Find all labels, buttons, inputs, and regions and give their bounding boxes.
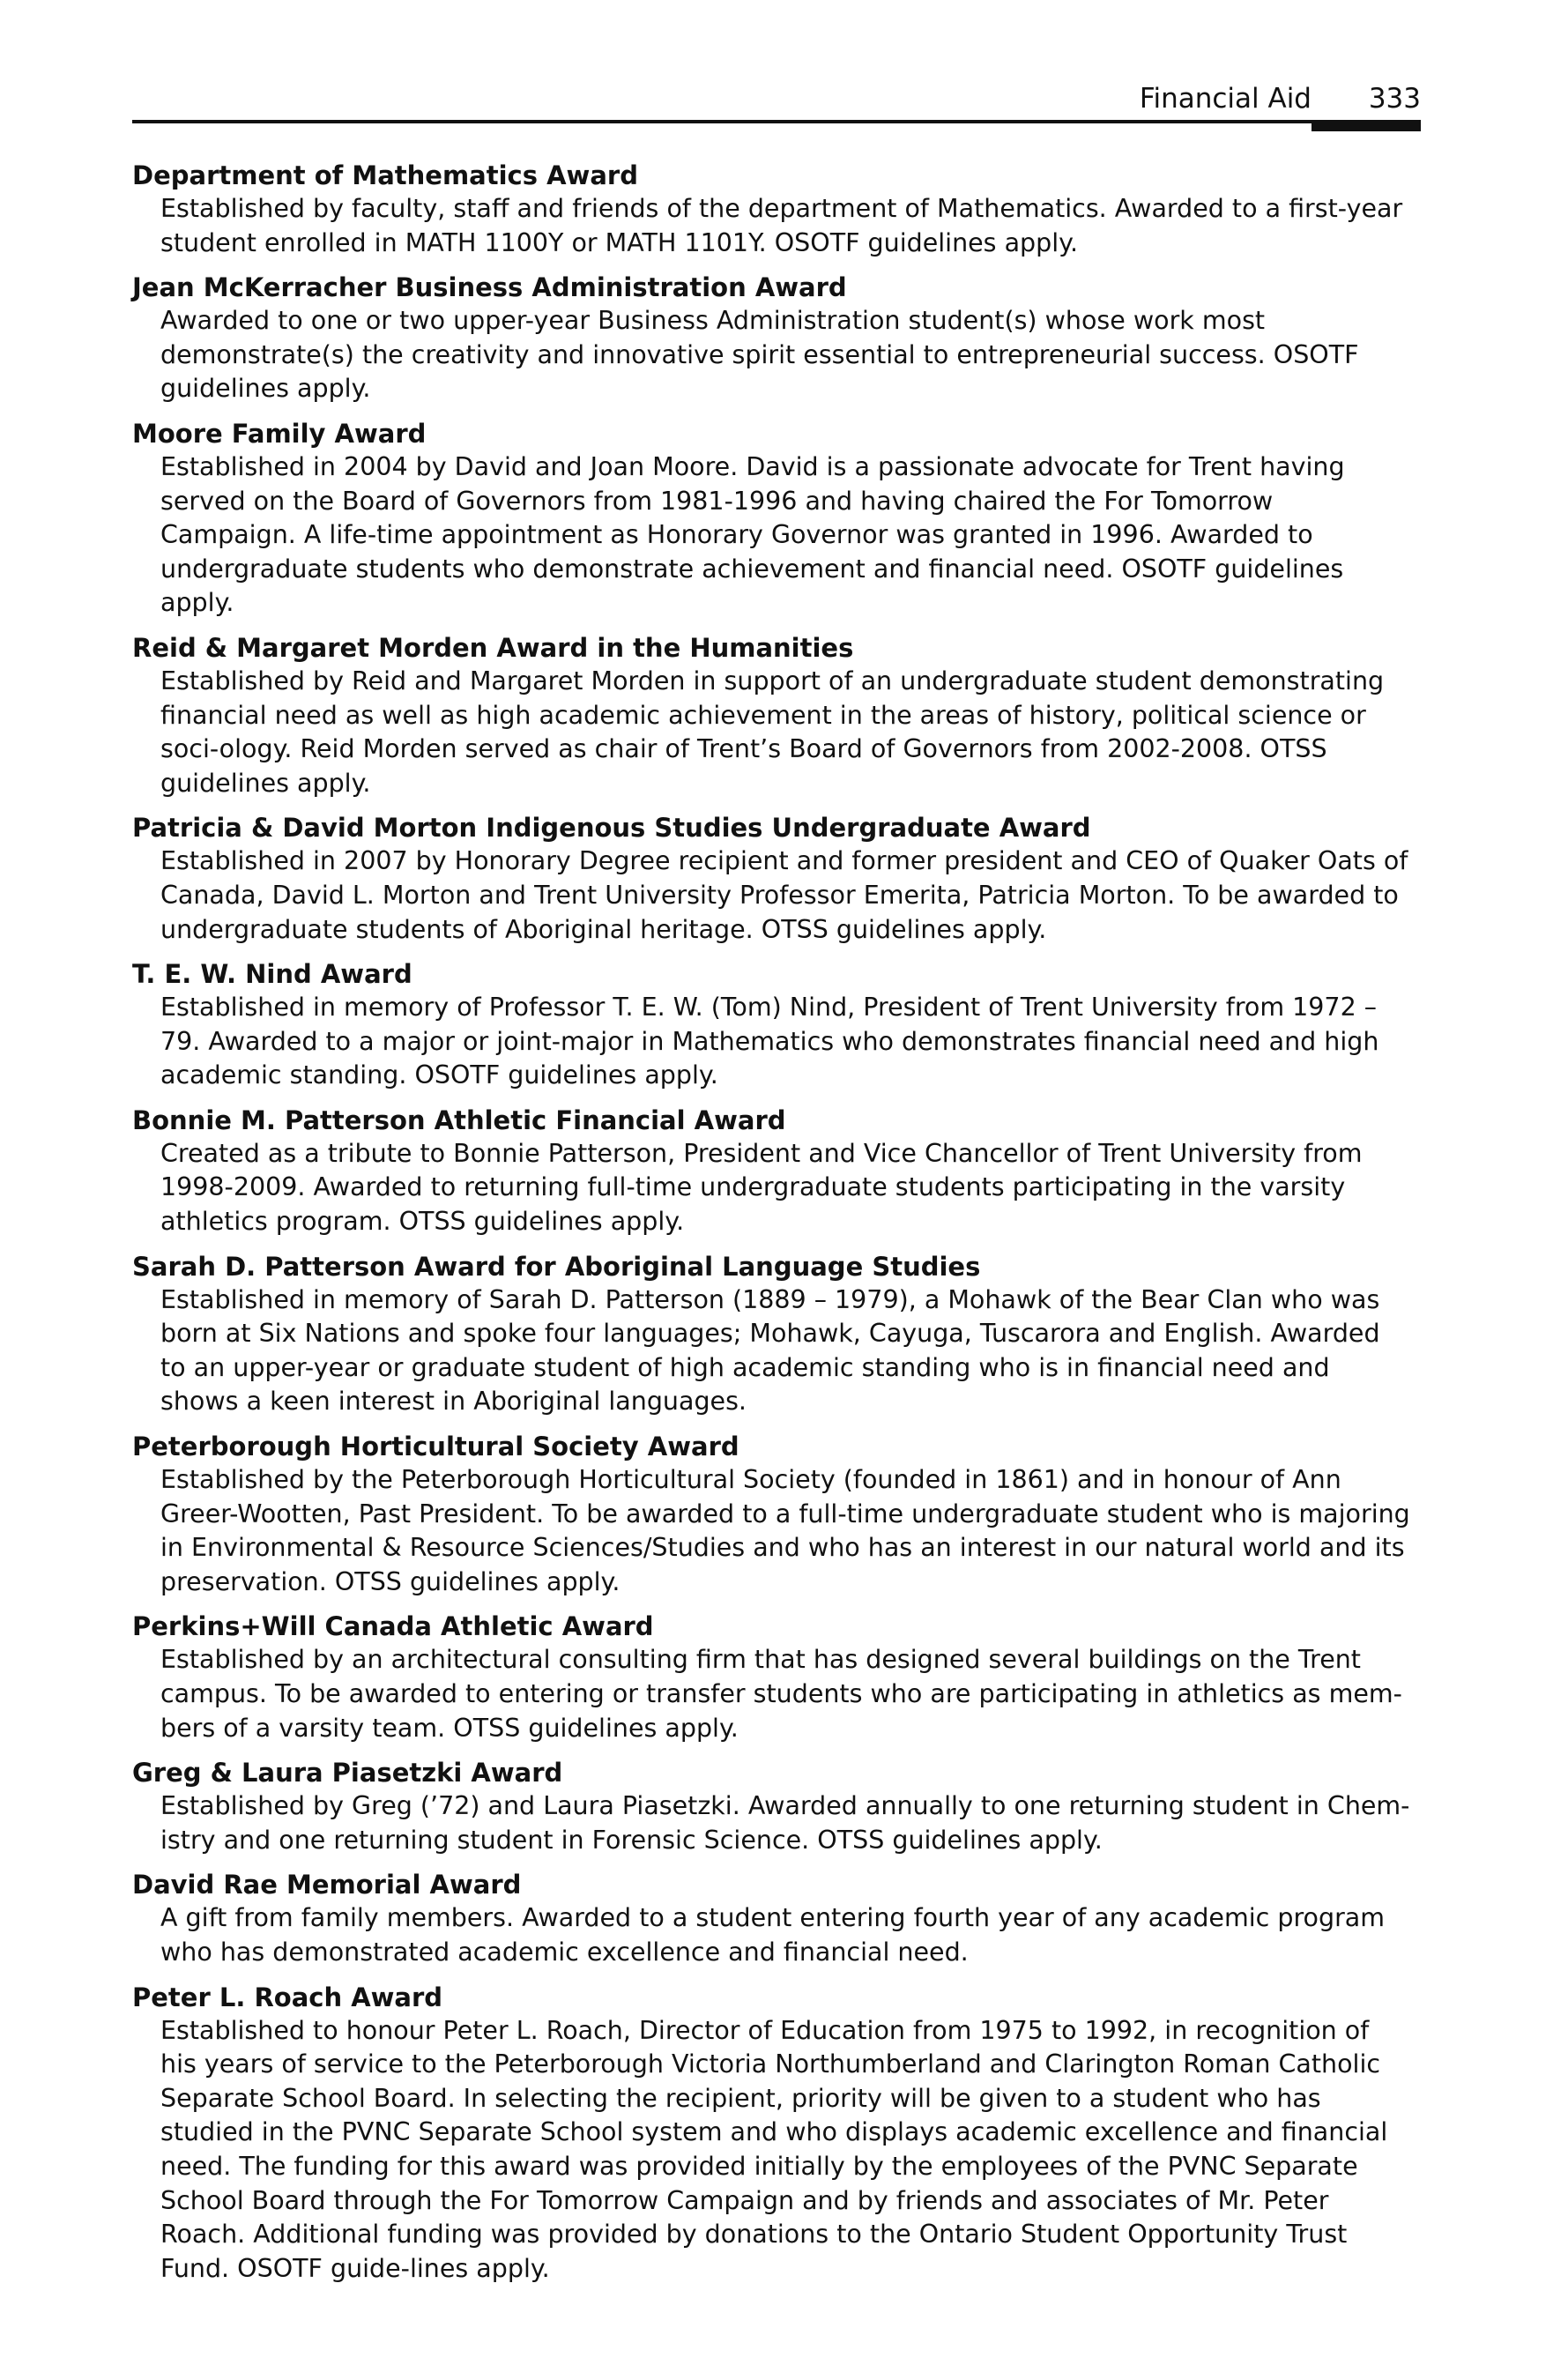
award-entry — [132, 1250, 1421, 1419]
award-name: Department of Mathematics Award — [132, 160, 638, 190]
award-name: Patricia & David Morton Indigenous Studies Undergraduate Award — [132, 813, 1091, 844]
award-description: Established to honour Peter L. Roach, Director of Education from 1975 to 1992, in recognition of his years of service to the Peterborough Victoria Northumberland and Clarington Roman Catholic Separate School Board. In selecting the recipient, priority will be given to a student who has studied in the PVNC Separate School system and who displays academic excellence and financial need. The funding for this award was provided initially by the employees of the PVNC Separate School Board through the For Tomorrow Campaign and by friends and associates of Mr. Peter Roach. Additional funding was provided by donations to the Ontario Student Opportunity Trust Fund. OSOTF guide-lines apply. — [160, 2015, 1388, 2283]
award-entry — [132, 1430, 1421, 1599]
page-number: 333 — [1368, 83, 1421, 115]
award-name: Reid & Margaret Morden Award in the Humanities — [132, 632, 854, 663]
award-entry — [132, 957, 1421, 1093]
section-title: Financial Aid — [1139, 83, 1312, 115]
running-header — [1140, 81, 1421, 116]
award-entry — [132, 1104, 1421, 1239]
page-header — [132, 81, 1421, 134]
award-entry — [132, 1610, 1421, 1745]
award-description: Awarded to one or two upper-year Business Administration student(s) whose work most demonstrate(s) the creativity and innovative spirit essential to entrepreneurial success. OSOTF guidelines apply. — [160, 306, 1359, 404]
award-entry — [132, 1981, 1421, 2287]
award-description: Established by Reid and Margaret Morden in support of an undergraduate student demonstrating financial need as well as high academic achievement in the areas of history, political science or soci-ology. Reid Morden served as chair of Trent’s Board of Governors from 2002-2008. OTSS guidelines apply. — [160, 666, 1385, 798]
award-entry — [132, 159, 1421, 260]
header-rule — [132, 120, 1421, 123]
award-name: Sarah D. Patterson Award for Aboriginal Language Studies — [132, 1251, 981, 1282]
award-entry — [132, 811, 1421, 947]
award-description: Established by an architectural consulting firm that has designed several buildings on the Trent campus. To be awarded to entering or transfer students who are participating in athletics as mem-bers of a varsity team. OTSS guidelines apply. — [160, 1645, 1402, 1743]
award-name: T. E. W. Nind Award — [132, 959, 412, 990]
award-description: Established in memory of Sarah D. Patterson (1889 – 1979), a Mohawk of the Bear Clan who was born at Six Nations and spoke four languages; Mohawk, Cayuga, Tuscarora and English. Awarded to an upper-year or graduate student of high academic standing who is in financial need and shows a keen interest in Aboriginal languages. — [160, 1284, 1380, 1417]
award-name: Peter L. Roach Award — [132, 1982, 443, 2012]
award-entry — [132, 631, 1421, 800]
award-entry — [132, 1868, 1421, 1969]
award-entry — [132, 417, 1421, 621]
award-description: Established by the Peterborough Horticultural Society (founded in 1861) and in honour of Ann Greer-Wootten, Past President. To be awarded to a full-time undergraduate student who is majoring in Environmental & Resource Sciences/Studies and who has an interest in our natural world and its preservation. OTSS guidelines apply. — [160, 1465, 1410, 1596]
award-description: Established in 2007 by Honorary Degree recipient and former president and CEO of Quaker Oats of Canada, David L. Morton and Trent University Professor Emerita, Patricia Morton. To be awarded to undergraduate students of Aboriginal heritage. OTSS guidelines apply. — [160, 846, 1408, 944]
award-entry — [132, 271, 1421, 406]
header-tab-mark — [1312, 120, 1421, 131]
award-description: Established in 2004 by David and Joan Moore. David is a passionate advocate for Trent having served on the Board of Governors from 1981-1996 and having chaired the For Tomorrow Campaign. A life-time appointment as Honorary Governor was granted in 1996. Awarded to undergraduate students who demonstrate achievement and financial need. OSOTF guidelines apply. — [160, 451, 1345, 618]
award-name: Jean McKerracher Business Administration Award — [132, 272, 847, 303]
award-name: David Rae Memorial Award — [132, 1870, 522, 1900]
award-description: Established in memory of Professor T. E. W. (Tom) Nind, President of Trent University from 1972 – 79. Awarded to a major or joint-major in Mathematics who demonstrates financial need and high academic standing. OSOTF guidelines apply. — [160, 993, 1379, 1090]
award-description: Established by faculty, staff and friends of the department of Mathematics. Awarded to a first-year student enrolled in MATH 1100Y or MATH 1101Y. OSOTF guidelines apply. — [160, 194, 1403, 257]
award-description: Created as a tribute to Bonnie Patterson, President and Vice Chancellor of Trent University from 1998-2009. Awarded to returning full-time undergraduate students participating in the varsity athletics program. OTSS guidelines apply. — [160, 1138, 1363, 1237]
award-name: Bonnie M. Patterson Athletic Financial Award — [132, 1104, 786, 1135]
award-entry — [132, 1756, 1421, 1857]
award-name: Moore Family Award — [132, 418, 427, 449]
award-list — [132, 159, 1421, 2296]
award-name: Greg & Laura Piasetzki Award — [132, 1758, 563, 1789]
award-description: Established by Greg (’72) and Laura Piasetzki. Awarded annually to one returning student in Chem-istry and one returning student in Forensic Science. OTSS guidelines apply. — [160, 1791, 1410, 1855]
award-description: A gift from family members. Awarded to a student entering fourth year of any academic program who has demonstrated academic excellence and financial need. — [160, 1903, 1386, 1967]
award-name: Peterborough Horticultural Society Award — [132, 1432, 739, 1462]
award-name: Perkins+Will Canada Athletic Award — [132, 1611, 654, 1642]
